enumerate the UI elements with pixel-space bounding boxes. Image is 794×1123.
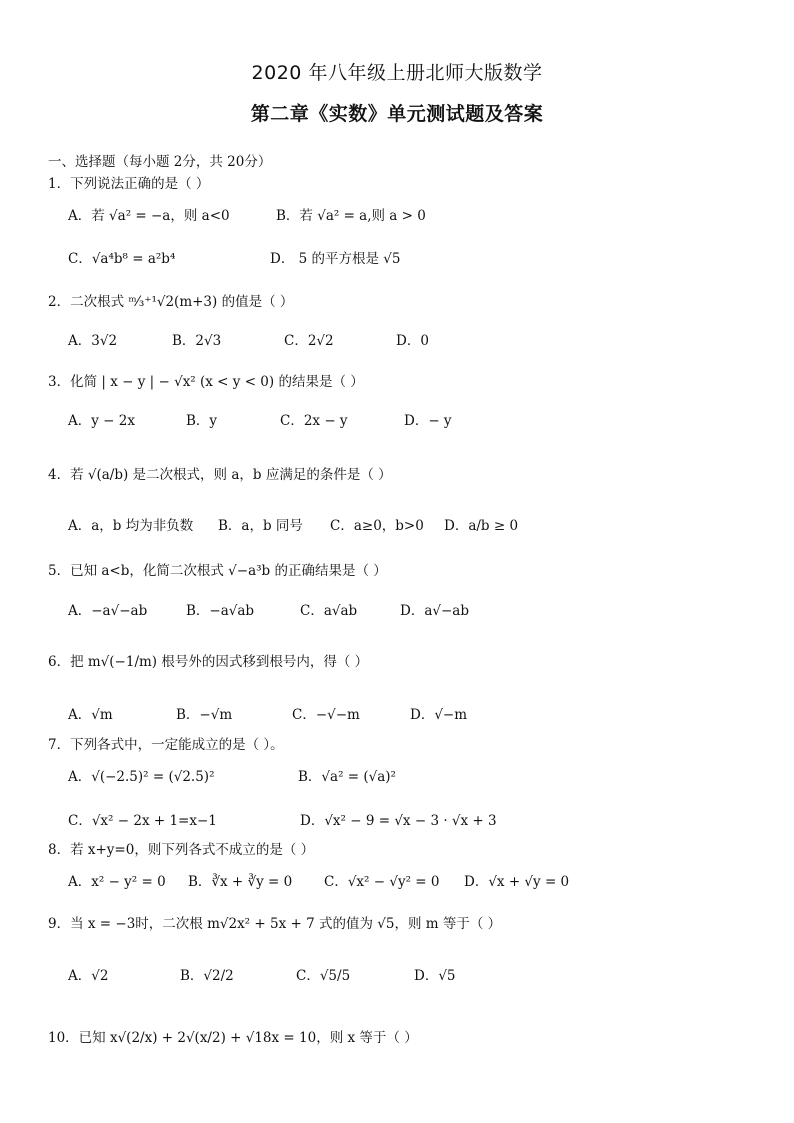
document-subtitle: 第二章《实数》单元测试题及答案: [250, 103, 544, 125]
question-6-option-b: B．−√m: [176, 707, 233, 723]
question-1-stem: 1．下列说法正确的是（ ）: [48, 176, 210, 192]
question-4-option-c: C．a≥0，b>0: [330, 518, 424, 534]
document-title: 2020 年八年级上册北师大版数学: [251, 62, 543, 84]
question-5-stem: 5．已知 a<b，化简二次根式 √−a³b 的正确结果是（ ）: [48, 563, 387, 579]
question-4-stem: 4．若 √(a/b) 是二次根式，则 a，b 应满足的条件是（ ）: [48, 467, 392, 483]
question-9-stem: 9．当 x = −3时，二次根 m√2x² + 5x + 7 式的值为 √5，则 m 等于（ ）: [48, 916, 502, 932]
question-2-option-d: D．0: [396, 333, 429, 349]
question-5-option-b: B．−a√ab: [186, 603, 255, 619]
question-7-option-d: D．√x² − 9 = √x − 3 · √x + 3: [300, 813, 497, 829]
question-3-stem: 3．化简 | x − y | − √x² (x < y < 0) 的结果是（ ）: [48, 374, 364, 390]
question-4-option-d: D．a/b ≥ 0: [444, 518, 519, 534]
question-10-stem: 10．已知 x√(2/x) + 2√(x/2) + √18x = 10，则 x 等于（ ）: [48, 1030, 418, 1046]
question-2-option-b: B．2√3: [172, 333, 222, 349]
question-8-option-b: B．∛x + ∛y = 0: [188, 874, 293, 890]
question-8-option-c: C．√x² − √y² = 0: [324, 874, 440, 890]
question-1-option-a: A．若 √a² = −a，则 a<0: [68, 208, 230, 224]
question-5-option-a: A．−a√−ab: [68, 603, 148, 619]
question-1-option-c: C．√a⁴b⁸ = a²b⁴: [68, 251, 176, 267]
question-7-option-a: A．√(−2.5)² = (√2.5)²: [68, 769, 215, 785]
question-3-option-d: D．− y: [404, 413, 452, 429]
question-3-option-c: C．2x − y: [280, 413, 348, 429]
question-8-option-d: D．√x + √y = 0: [464, 874, 570, 890]
question-8-option-a: A．x² − y² = 0: [68, 874, 166, 890]
question-6-option-c: C．−√−m: [292, 707, 360, 723]
question-9-option-d: D．√5: [414, 968, 456, 984]
question-6-option-a: A．√m: [68, 707, 113, 723]
question-5-option-d: D．a√−ab: [400, 603, 469, 619]
section-heading: 一、选择题（每小题 2分，共 20分）: [48, 154, 272, 170]
question-4-option-b: B．a，b 同号: [218, 518, 303, 534]
question-7-option-b: B．√a² = (√a)²: [298, 769, 396, 785]
question-7-option-c: C．√x² − 2x + 1=x−1: [68, 813, 217, 829]
question-9-option-b: B．√2/2: [180, 968, 234, 984]
question-9-option-c: C．√5/5: [296, 968, 351, 984]
question-9-option-a: A．√2: [68, 968, 109, 984]
question-4-option-a: A．a，b 均为非负数: [68, 518, 194, 534]
question-2-option-a: A．3√2: [68, 333, 118, 349]
question-3-option-b: B．y: [186, 413, 218, 429]
question-6-option-d: D．√−m: [410, 707, 468, 723]
question-1-option-b: B．若 √a² = a,则 a > 0: [276, 208, 426, 224]
question-2-option-c: C．2√2: [284, 333, 334, 349]
question-8-stem: 8．若 x+y=0，则下列各式不成立的是（ ）: [48, 842, 315, 858]
question-3-option-a: A．y − 2x: [68, 413, 135, 429]
question-6-stem: 6．把 m√(−1/m) 根号外的因式移到根号内，得（ ）: [48, 654, 369, 670]
question-7-stem: 7．下列各式中，一定能成立的是（ ）。: [48, 737, 284, 753]
question-2-stem: 2．二次根式 ᵐ⁄₃⁺¹√2(m+3) 的值是（ ）: [48, 294, 294, 310]
question-5-option-c: C．a√ab: [300, 603, 358, 619]
question-1-option-d: D． 5 的平方根是 √5: [270, 251, 401, 267]
